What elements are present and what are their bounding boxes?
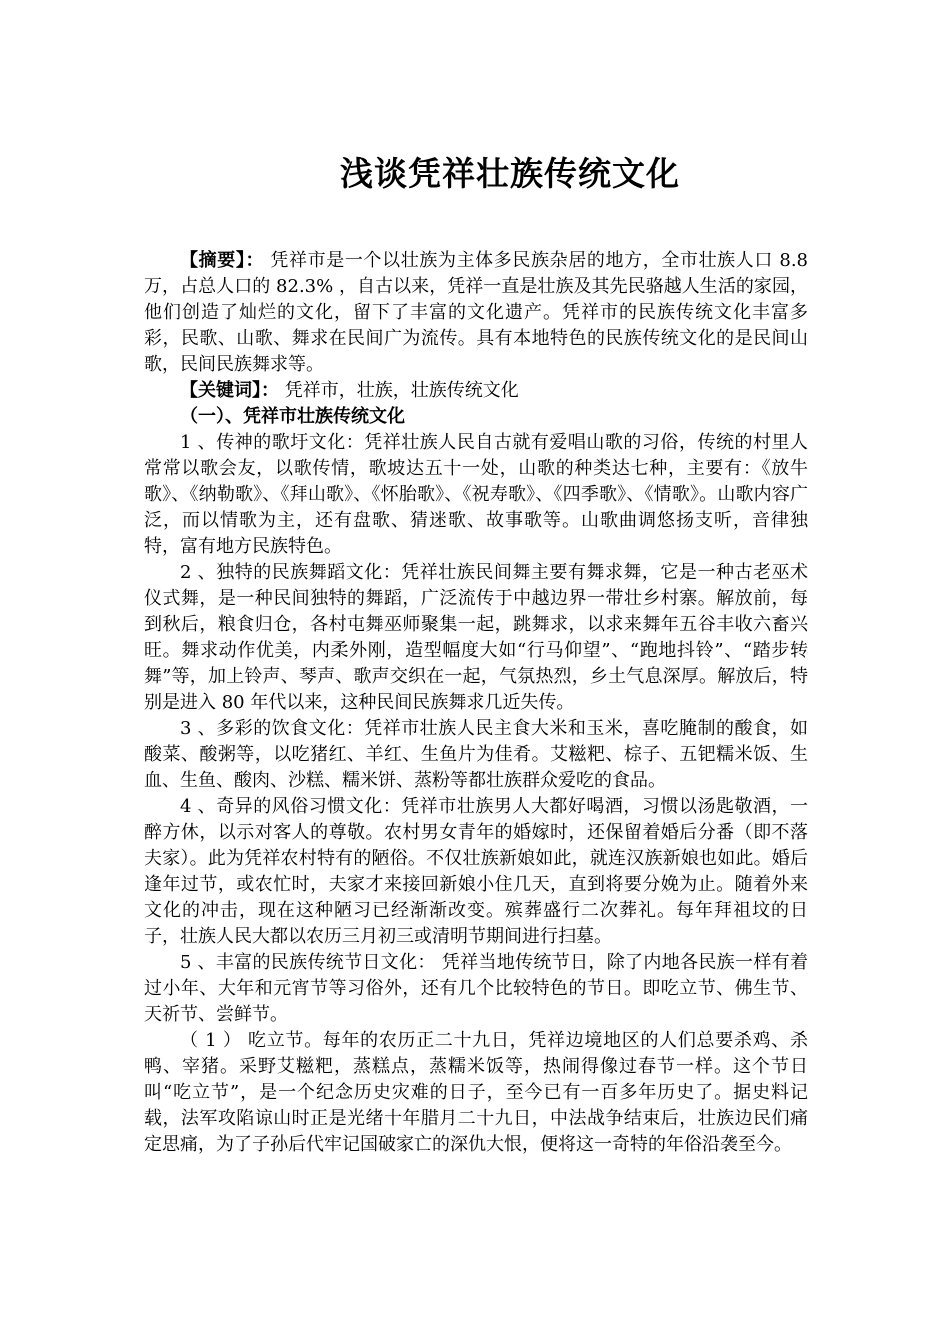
keywords-label: 【关键词】：	[180, 380, 279, 401]
abstract-label: 【摘要】：	[180, 250, 265, 271]
keywords-text: 凭祥市，壮族，壮族传统文化	[279, 380, 519, 401]
abstract-text: 凭祥市是一个以壮族为主体多民族杂居的地方，全市壮族人口 8.8 万，占总人口的 82.3% ，自古以来，凭祥一直是壮族及其先民骆越人生活的家园，他们创造了灿烂的文化，留下了丰富的文化遗产。凭祥市的民族传统文化丰富多彩，民歌、山歌、舞求在民间广为流传。具有本地特色的民族传统文化的是民间山歌，民间民族舞求等。	[144, 250, 808, 375]
paragraph-dance-culture: 2 、独特的民族舞蹈文化：凭祥壮族民间舞主要有舞求舞，它是一种古老巫术仪式舞，是一种民间独特的舞蹈，广泛流传于中越边界一带壮乡村寨。解放前，每到秋后，粮食归仓，各村屯舞巫师聚集一起，跳舞求，以求来舞年五谷丰收六畜兴旺。舞求动作优美，内柔外刚，造型幅度大如“行马仰望”、“跑地抖铃”、“踏步转舞”等，加上铃声、琴声、歌声交织在一起，气氛热烈，乡土气息深厚。解放后，特别是进入 80 年代以来，这种民间民族舞求几近失传。	[144, 562, 808, 713]
document-title: 浅谈凭祥壮族传统文化	[340, 154, 680, 193]
document-body	[144, 248, 808, 1158]
keywords-paragraph	[144, 378, 808, 404]
paragraph-festival-culture: 5 、丰富的民族传统节日文化： 凭祥当地传统节日，除了内地各民族一样有着过小年、大年和元宵节等习俗外，还有几个比较特色的节日。即吃立节、佛生节、天祈节、尝鲜节。	[144, 952, 808, 1025]
section-heading: （一）、凭祥市壮族传统文化	[180, 406, 405, 427]
paragraph-song-culture: 1 、传神的歌圩文化：凭祥壮族人民自古就有爱唱山歌的习俗，传统的村里人常常以歌会友，以歌传情，歌坡达五十一处，山歌的种类达七种，主要有：《放牛歌》、《纳勒歌》、《拜山歌》、《怀胎歌》、《祝寿歌》、《四季歌》、《情歌》。山歌内容广泛，而以情歌为主，还有盘歌、猜迷歌、故事歌等。山歌曲调悠扬支听，音律独特，富有地方民族特色。	[144, 432, 808, 557]
paragraph-customs-culture: 4 、奇异的风俗习惯文化：凭祥市壮族男人大都好喝酒，习惯以汤匙敬酒，一醉方休，以示对客人的尊敬。农村男女青年的婚嫁时，还保留着婚后分番（即不落夫家）。此为凭祥农村特有的陋俗。不仅壮族新娘如此，就连汉族新娘也如此。婚后逢年过节，或农忙时，夫家才来接回新娘小住几天，直到将要分娩为止。随着外来文化的冲击，现在这种陋习已经渐渐改变。殡葬盛行二次葬礼。每年拜祖坟的日子，壮族人民大都以农历三月初三或清明节期间进行扫墓。	[144, 796, 808, 947]
paragraph-chili-festival: （ 1 ） 吃立节。每年的农历正二十九日，凭祥边境地区的人们总要杀鸡、杀鸭、宰猪。采野艾糍粑，蒸糕点，蒸糯米饭等，热闹得像过春节一样。这个节日叫“吃立节”，是一个纪念历史灾难的日子，至今已有一百多年历史了。据史料记载，法军攻陷谅山时正是光绪十年腊月二十九日，中法战争结束后，壮族边民们痛定思痛，为了子孙后代牢记国破家亡的深仇大恨，便将这一奇特的年俗沿袭至今。	[144, 1030, 808, 1155]
paragraph-food-culture: 3 、多彩的饮食文化：凭祥市壮族人民主食大米和玉米，喜吃腌制的酸食，如酸菜、酸粥等，以吃猪红、羊红、生鱼片为佳肴。艾糍粑、棕子、五钯糯米饭、生血、生鱼、酸肉、沙糕、糯米饼、蒸粉等都壮族群众爱吃的食品。	[144, 718, 808, 791]
abstract-paragraph	[144, 248, 808, 378]
